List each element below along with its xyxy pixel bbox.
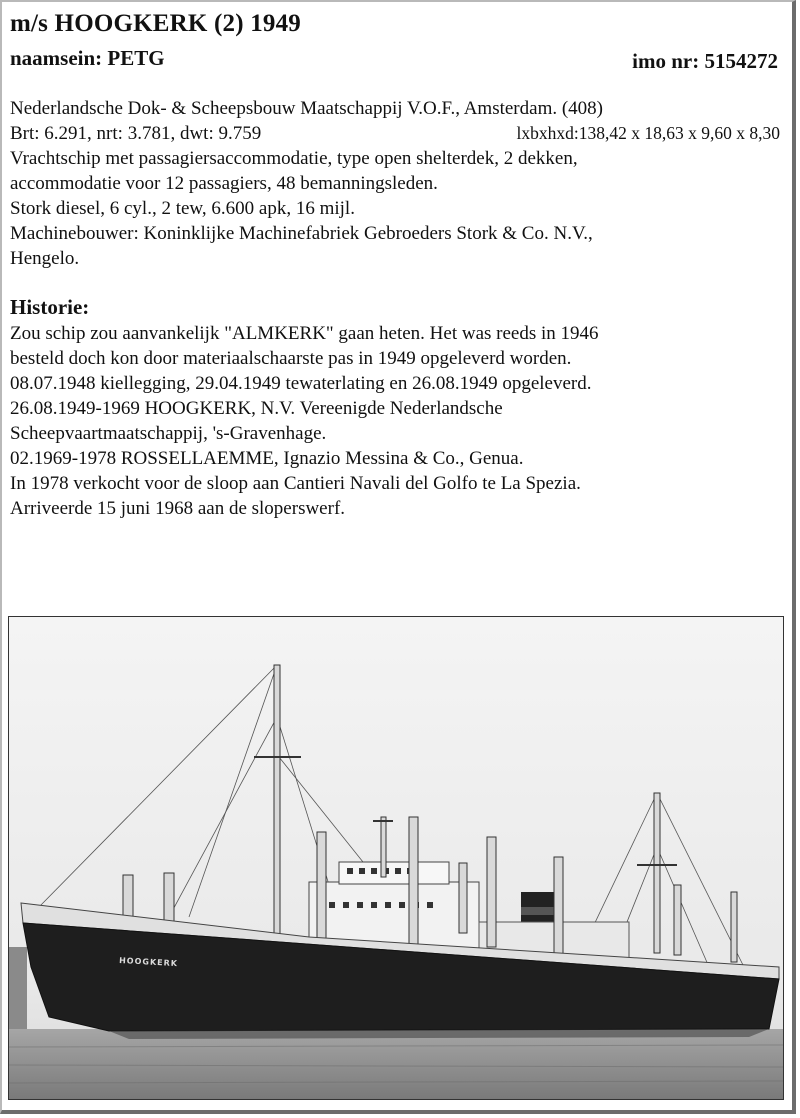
type-line-1: Vrachtschip met passagiersaccommodatie, type open shelterdek, 2 dekken, [10,148,578,169]
call-sign: naamsein: PETG [10,46,165,70]
history-line: 08.07.1948 kiellegging, 29.04.1949 tewaterlating en 26.08.1949 opgeleverd. [10,373,592,394]
engine-builder-line-1: Machinebouwer: Koninklijke Machinefabriek Gebroeders Stork & Co. N.V., [10,223,593,244]
history-line: Arriveerde 15 juni 1968 aan de sloperswerf. [10,498,346,519]
ship-illustration [9,617,783,1099]
ship-title: m/s HOOGKERK (2) 1949 [10,10,302,37]
dimensions: lxbxhxd:138,42 x 18,63 x 9,60 x 8,30 [516,123,780,143]
history-line: besteld doch kon door materiaalschaarste pas in 1949 opgeleverd worden. [10,348,572,369]
ship-details [10,96,790,521]
type-line-2: accommodatie voor 12 passagiers, 48 bemanningsleden. [10,173,438,194]
builder-line: Nederlandsche Dok- & Scheepsbouw Maatschappij V.O.F., Amsterdam. (408) [10,98,603,119]
history-line: 02.1969-1978 ROSSELLAEMME, Ignazio Messina & Co., Genua. [10,448,524,469]
history-line: Scheepvaartmaatschappij, 's-Gravenhage. [10,423,327,444]
history-heading: Historie: [10,295,90,319]
engine-builder-line-2: Hengelo. [10,248,80,269]
ship-photo [8,616,784,1100]
history-line: 26.08.1949-1969 HOOGKERK, N.V. Vereenigde Nederlandsche [10,398,503,419]
hull-name: HOOGKERK [118,956,179,969]
imo-number: imo nr: 5154272 [632,49,778,73]
history-line: In 1978 verkocht voor de sloop aan Cantieri Navali del Golfo te La Spezia. [10,473,581,494]
tonnage: Brt: 6.291, nrt: 3.781, dwt: 9.759 [10,123,262,144]
history-line: Zou schip zou aanvankelijk "ALMKERK" gaan heten. Het was reeds in 1946 [10,323,599,344]
engine-line: Stork diesel, 6 cyl., 2 tew, 6.600 apk, 16 mijl. [10,198,355,219]
tonnage-row [10,121,790,146]
